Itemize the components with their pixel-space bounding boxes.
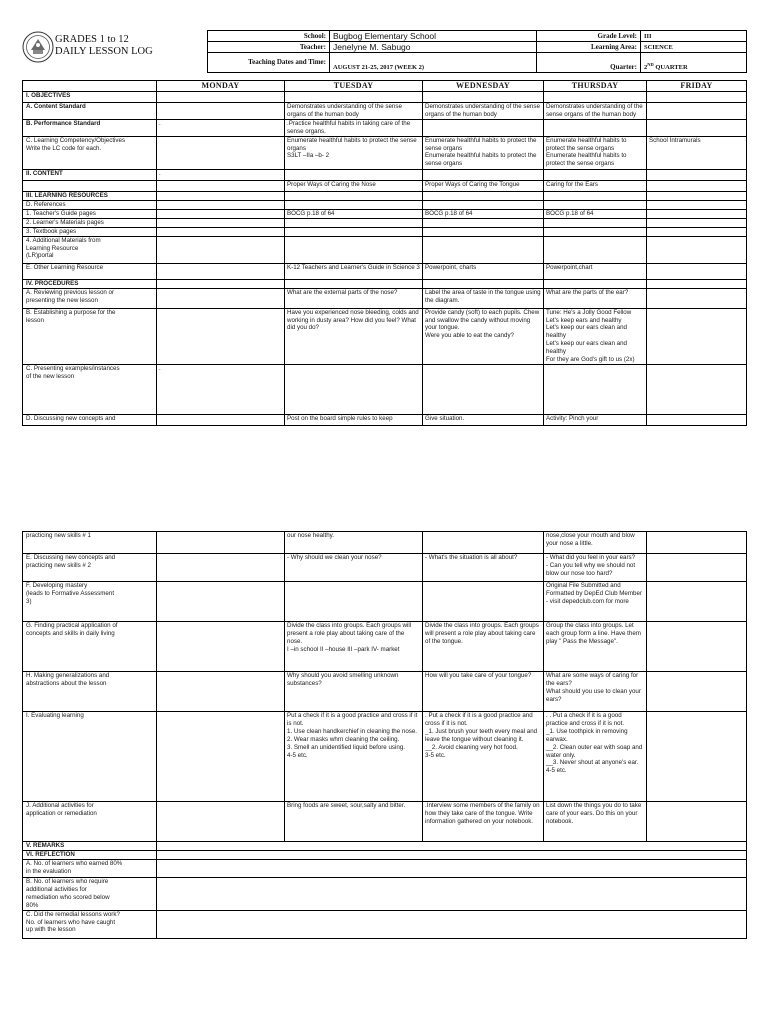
cell-wed xyxy=(423,92,544,103)
cell-thu xyxy=(544,169,647,180)
cell-thu: Activity: Pinch your xyxy=(544,414,647,425)
cell-thu xyxy=(544,200,647,209)
cell-wed: Label the area of taste in the tongue using the diagram. xyxy=(423,288,544,308)
cell-mon xyxy=(157,92,285,103)
table-row xyxy=(23,209,747,218)
lesson-log-page-1 xyxy=(0,0,768,480)
cell-wed xyxy=(423,227,544,236)
table-row xyxy=(23,236,747,263)
table-row xyxy=(23,103,747,120)
cell-tue: Post on the board simple rules to keep xyxy=(285,414,423,425)
row-label: I. Evaluating learning xyxy=(23,712,157,802)
cell-tue: Why should you avoid smelling unknown substances? xyxy=(285,672,423,712)
row-label: C. Did the remedial lessons work? No. of learners who have caught up with the lesson xyxy=(23,910,157,938)
cell-mon xyxy=(157,209,285,218)
cell-tue xyxy=(285,191,423,200)
day-header-blank xyxy=(23,81,157,92)
row-label: E. Other Learning Resource xyxy=(23,263,157,279)
cell-wed: Powerpoint, charts xyxy=(423,263,544,279)
cell-tue xyxy=(285,236,423,263)
row-label: 3. Textbook pages xyxy=(23,227,157,236)
cell-thu: nose,close your mouth and blow your nose a little. xyxy=(544,532,647,554)
table-row xyxy=(23,582,747,622)
cell-mon xyxy=(157,554,285,582)
cell-mon: . xyxy=(157,119,285,136)
remarks-cell xyxy=(157,878,747,911)
remarks-row xyxy=(23,910,747,938)
row-label: A. No. of learners who earned 80% in the evaluation xyxy=(23,860,157,878)
header-info-table xyxy=(207,30,747,73)
cell-tue xyxy=(285,227,423,236)
remarks-row xyxy=(23,842,747,851)
table-row xyxy=(23,136,747,169)
table-row xyxy=(23,200,747,209)
cell-fri xyxy=(647,414,747,425)
cell-tue: BOCG p.18 of 64 xyxy=(285,209,423,218)
cell-tue xyxy=(285,200,423,209)
cell-wed xyxy=(423,582,544,622)
cell-tue: Proper Ways of Caring the Nose xyxy=(285,180,423,191)
remarks-cell xyxy=(157,910,747,938)
cell-thu xyxy=(544,218,647,227)
cell-thu: What are some ways of caring for the ears? What should you use to clean your ears? xyxy=(544,672,647,712)
cell-wed: Divide the class into groups. Each groups will present a role play about taking care of the tongue. xyxy=(423,622,544,672)
cell-wed: Give situation. xyxy=(423,414,544,425)
row-label: H. Making generalizations and abstractions about the lesson xyxy=(23,672,157,712)
cell-fri xyxy=(647,554,747,582)
row-label: F. Developing mastery (leads to Formative Assessment 3) xyxy=(23,582,157,622)
cell-tue: Divide the class into groups. Each groups will present a role play about taking care of the nose. I –in school II –house III –park IV- market xyxy=(285,622,423,672)
cell-mon xyxy=(157,263,285,279)
cell-mon: . xyxy=(157,169,285,180)
cell-wed xyxy=(423,169,544,180)
cell-fri xyxy=(647,364,747,414)
table-row xyxy=(23,279,747,288)
table-row xyxy=(23,802,747,842)
grade-value: III xyxy=(641,31,747,42)
cell-tue: What are the external parts of the nose? xyxy=(285,288,423,308)
cell-tue: Enumerate healthful habits to protect the sense organs S3LT –IIa –b- 2 xyxy=(285,136,423,169)
cell-mon xyxy=(157,191,285,200)
cell-fri xyxy=(647,622,747,672)
cell-wed: BOCG p.18 of 64 xyxy=(423,209,544,218)
cell-mon xyxy=(157,103,285,120)
cell-tue: .Practice healthful habits in taking care of the sense organs. xyxy=(285,119,423,136)
table-row xyxy=(23,712,747,802)
quarter-suffix: ND xyxy=(647,61,654,67)
cell-thu: What are the parts of the ear? xyxy=(544,288,647,308)
row-label xyxy=(23,180,157,191)
row-label: A. Reviewing previous lesson or presenting the new lesson xyxy=(23,288,157,308)
cell-tue xyxy=(285,92,423,103)
cell-thu: Tune: He's a Jolly Good Fellow Let's keep ears and healthy Let's keep our ears clean and healthy Let's keep our ears clean and healthy For they are God's gift to us (2x) xyxy=(544,308,647,364)
cell-fri xyxy=(647,288,747,308)
lesson-log-table-page-2 xyxy=(22,531,747,939)
cell-fri xyxy=(647,227,747,236)
cell-tue: K-12 Teachers and Learner's Guide in Science 3 xyxy=(285,263,423,279)
cell-wed xyxy=(423,236,544,263)
cell-tue xyxy=(285,582,423,622)
row-label: practicing new skills # 1 xyxy=(23,532,157,554)
cell-fri xyxy=(647,279,747,288)
cell-wed: Demonstrates understanding of the sense organs of the human body xyxy=(423,103,544,120)
row-label: C. Learning Competency/Objectives Write the LC code for each. xyxy=(23,136,157,169)
school-label: School: xyxy=(208,31,330,42)
remarks-row xyxy=(23,860,747,878)
row-label: II. CONTENT xyxy=(23,169,157,180)
table-row xyxy=(23,180,747,191)
table-row xyxy=(23,554,747,582)
row-label: A. Content Standard xyxy=(23,103,157,120)
table-row xyxy=(23,622,747,672)
cell-mon xyxy=(157,712,285,802)
row-label: I. OBJECTIVES xyxy=(23,92,157,103)
remarks-cell xyxy=(157,842,747,851)
cell-wed: .Interview some members of the family on how they take care of the tongue. Write information gathered on your notebook. xyxy=(423,802,544,842)
cell-mon xyxy=(157,802,285,842)
cell-fri xyxy=(647,92,747,103)
cell-mon xyxy=(157,200,285,209)
cell-mon: . xyxy=(157,364,285,414)
cell-fri xyxy=(647,672,747,712)
day-header-tuesday: TUESDAY xyxy=(285,81,423,92)
remarks-row xyxy=(23,851,747,860)
cell-wed xyxy=(423,191,544,200)
cell-mon xyxy=(157,532,285,554)
row-label: J. Additional activities for application or remediation xyxy=(23,802,157,842)
cell-tue: Bring foods are sweet, sour,salty and bitter. xyxy=(285,802,423,842)
table-row xyxy=(23,227,747,236)
title-line-2: DAILY LESSON LOG xyxy=(55,46,153,57)
cell-wed: How will you take care of your tongue? xyxy=(423,672,544,712)
cell-fri xyxy=(647,169,747,180)
cell-thu xyxy=(544,191,647,200)
row-label: C. Presenting examples/instances of the new lesson xyxy=(23,364,157,414)
remarks-cell xyxy=(157,860,747,878)
cell-fri xyxy=(647,582,747,622)
table-row xyxy=(23,672,747,712)
cell-tue xyxy=(285,279,423,288)
cell-wed: . Put a check if it is a good practice and cross if it is not. _1. Just brush your teeth every meal and leave the tongue without cleaning it. __2. Avoid cleaning very hot food. 3-5 etc. xyxy=(423,712,544,802)
cell-thu xyxy=(544,364,647,414)
cell-tue: Put a check if it is a good practice and cross if it is not. 1. Use clean handkerchief in cleaning the nose. 2. Wear masks whrn cleaning the ceiling. 3. Smell an unidentified liquid before using. 4-5 etc. xyxy=(285,712,423,802)
school-value: Bugbog Elementary School xyxy=(330,31,537,42)
row-label: III. LEARNING RESOURCES xyxy=(23,191,157,200)
table-row xyxy=(23,218,747,227)
row-label: 1. Teacher's Guide pages xyxy=(23,209,157,218)
cell-fri xyxy=(647,236,747,263)
table-row xyxy=(23,119,747,136)
day-header-wednesday: WEDNESDAY xyxy=(423,81,544,92)
lesson-log-title xyxy=(55,34,225,58)
area-label: Learning Area: xyxy=(537,42,641,53)
cell-thu: Original File Submitted and Formatted by DepEd Club Member - visit depedclub.com for more xyxy=(544,582,647,622)
cell-fri xyxy=(647,209,747,218)
cell-tue xyxy=(285,364,423,414)
cell-thu: . . Put a check if it is a good practice and cross if it is not. _1. Use toothpick in removing earwax. __2. Clean outer ear with soap and water only. __3. Never shout at anyone's ear. 4-5 etc. xyxy=(544,712,647,802)
cell-wed xyxy=(423,279,544,288)
cell-wed: Enumerate healthful habits to protect the sense organs Enumerate healthful habits to protect the sense organs xyxy=(423,136,544,169)
teacher-label: Teacher: xyxy=(208,42,330,53)
dates-value: AUGUST 21-25, 2017 (WEEK 2) xyxy=(330,53,537,73)
row-label: 2. Learner's Materials pages xyxy=(23,218,157,227)
cell-mon xyxy=(157,288,285,308)
cell-tue: - Why should we clean your nose? xyxy=(285,554,423,582)
row-label: V. REMARKS xyxy=(23,842,157,851)
cell-tue xyxy=(285,169,423,180)
cell-thu: - What did you feel in your ears? - Can you tell why we should not blow our nose too hard? xyxy=(544,554,647,582)
cell-fri xyxy=(647,119,747,136)
row-label: B. Performance Standard xyxy=(23,119,157,136)
cell-thu: Enumerate healthful habits to protect the sense organs Enumerate healthful habits to protect the sense organs xyxy=(544,136,647,169)
table-row xyxy=(23,532,747,554)
cell-mon xyxy=(157,308,285,364)
cell-mon xyxy=(157,227,285,236)
day-header-friday: FRIDAY xyxy=(647,81,747,92)
cell-mon xyxy=(157,180,285,191)
cell-fri xyxy=(647,712,747,802)
cell-tue xyxy=(285,218,423,227)
table-row xyxy=(23,169,747,180)
cell-thu: List down the things you do to take care of your ears. Do this on your notebook. xyxy=(544,802,647,842)
cell-thu: Demonstrates understanding of the sense organs of the human body xyxy=(544,103,647,120)
cell-mon xyxy=(157,279,285,288)
title-line-1: GRADES 1 to 12 xyxy=(55,34,129,45)
day-header-row xyxy=(23,81,747,92)
cell-mon xyxy=(157,582,285,622)
cell-wed xyxy=(423,364,544,414)
cell-wed xyxy=(423,218,544,227)
cell-fri xyxy=(647,532,747,554)
cell-wed: Proper Ways of Caring the Tongue xyxy=(423,180,544,191)
table-row xyxy=(23,364,747,414)
cell-thu xyxy=(544,227,647,236)
cell-fri xyxy=(647,308,747,364)
area-value: SCIENCE xyxy=(641,42,747,53)
cell-thu xyxy=(544,119,647,136)
quarter-label: Quarter: xyxy=(537,53,641,73)
cell-tue: Demonstrates understanding of the sense organs of the human body xyxy=(285,103,423,120)
cell-mon xyxy=(157,672,285,712)
table-row xyxy=(23,414,747,425)
table-row xyxy=(23,288,747,308)
cell-thu xyxy=(544,236,647,263)
cell-thu: Caring for the Ears xyxy=(544,180,647,191)
day-header-thursday: THURSDAY xyxy=(544,81,647,92)
row-label: B. No. of learners who require additional activities for remediation who scored below 80% xyxy=(23,878,157,911)
grade-label: Grade Level: xyxy=(537,31,641,42)
cell-mon xyxy=(157,136,285,169)
cell-fri xyxy=(647,802,747,842)
table-row xyxy=(23,263,747,279)
dates-label: Teaching Dates and Time: xyxy=(208,53,330,73)
cell-fri xyxy=(647,200,747,209)
lesson-log-header xyxy=(22,30,746,74)
quarter-number: 2 xyxy=(644,64,648,71)
quarter-word: QUARTER xyxy=(653,64,688,71)
remarks-cell xyxy=(157,851,747,860)
row-label: D. Discussing new concepts and xyxy=(23,414,157,425)
cell-wed: - What's the situation is all about? xyxy=(423,554,544,582)
cell-fri: School Intramurals xyxy=(647,136,747,169)
cell-mon xyxy=(157,414,285,425)
row-label: 4. Additional Materials from Learning Resource (LR)portal xyxy=(23,236,157,263)
teacher-value: Jenelyne M. Sabugo xyxy=(330,42,537,53)
row-label: D. References xyxy=(23,200,157,209)
cell-wed xyxy=(423,200,544,209)
cell-fri xyxy=(647,180,747,191)
cell-mon xyxy=(157,236,285,263)
table-row xyxy=(23,308,747,364)
cell-thu: Group the class into groups. Let each group form a line. Have them play " Pass the Message". xyxy=(544,622,647,672)
table-row xyxy=(23,191,747,200)
cell-mon xyxy=(157,622,285,672)
row-label: VI. REFLECTION xyxy=(23,851,157,860)
table-row xyxy=(23,92,747,103)
cell-thu xyxy=(544,279,647,288)
lesson-log-table-page-1 xyxy=(22,80,747,426)
remarks-row xyxy=(23,878,747,911)
row-label: B. Establishing a purpose for the lesson xyxy=(23,308,157,364)
cell-tue: our nose healthy. xyxy=(285,532,423,554)
row-label: E. Discussing new concepts and practicing new skills # 2 xyxy=(23,554,157,582)
cell-fri xyxy=(647,218,747,227)
cell-wed xyxy=(423,532,544,554)
cell-fri xyxy=(647,263,747,279)
cell-thu: BOCG p.18 of 64 xyxy=(544,209,647,218)
cell-fri xyxy=(647,191,747,200)
deped-seal-icon xyxy=(22,31,54,63)
cell-wed: Provide candy (soft) to each pupils. Chew and swallow the candy without moving your tongue. Were you able to eat the candy? xyxy=(423,308,544,364)
cell-tue: Have you experienced nose bleeding, colds and working in dusty area? How did you feel? What did you do? xyxy=(285,308,423,364)
cell-thu xyxy=(544,92,647,103)
row-label: G. Finding practical application of concepts and skills in daily living xyxy=(23,622,157,672)
row-label: IV. PROCEDURES xyxy=(23,279,157,288)
cell-wed xyxy=(423,119,544,136)
cell-mon xyxy=(157,218,285,227)
cell-fri xyxy=(647,103,747,120)
day-header-monday: MONDAY xyxy=(157,81,285,92)
quarter-value xyxy=(641,53,747,73)
lesson-log-page-2 xyxy=(0,525,768,1024)
cell-thu: Powerpoint,chart xyxy=(544,263,647,279)
